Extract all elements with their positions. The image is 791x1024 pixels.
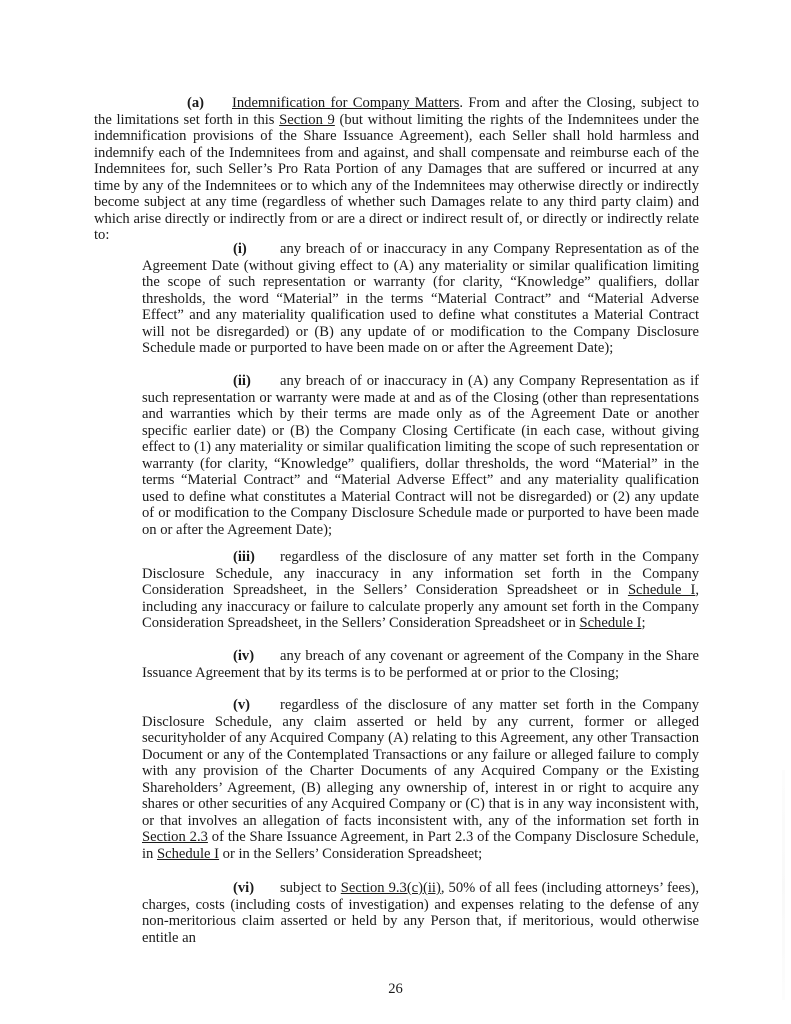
- paragraph-text: . From and after the Closing, subject to the limitations set forth in this: [94, 95, 699, 128]
- clause-label: (ii): [233, 373, 251, 389]
- page-number: 26: [388, 981, 403, 997]
- schedule-i-reference: Schedule I: [579, 615, 642, 632]
- clause-text: any breach of or inaccuracy in any Company Representation as of the Agreement Date (without giving effect to (A) any materiality or similar qualification limiting the scope of such representation or warranty (for clarity, “Knowledge” qualifiers, dollar thresholds, the word “Material” in the terms “Material Contract” and “Material Adverse Effect” and any materiality qualification used to define what constitutes a Material Contract will not be disregarded) or (B) any update of or modification to the Company Disclosure Schedule made or purported to have been made on or after the Agreement Date);: [142, 241, 699, 357]
- clause-text: any breach of any covenant or agreement of the Company in the Share Issuance Agreement that by its terms is to be performed at or prior to the Closing;: [142, 648, 699, 681]
- schedule-i-reference: Schedule I: [157, 845, 220, 862]
- clause-i: [142, 241, 699, 357]
- paragraph-text: (but without limiting the rights of the Indemnitees under the indemnification provisions of the Share Issuance Agreement), each Seller shall hold harmless and indemnify each of the Indemnitees from and against, and shall compensate and reimburse each of the Indemnitees for, such Seller’s Pro Rata Portion of any Damages that are suffered or incurred at any time by any of the Indemnitees or to which any of the Indemnitees may otherwise directly or indirectly become subject at any time (regardless of whether such Damages relate to any third party claim) and which arise directly or indirectly from or are a direct or indirect result of, or directly or indirectly relate to:: [94, 111, 699, 244]
- paragraph-label: (a): [187, 95, 205, 111]
- paragraph-heading: Indemnification for Company Matters: [232, 95, 460, 111]
- clause-v: [142, 697, 699, 862]
- section-2-3-reference: Section 2.3: [142, 829, 208, 846]
- clause-iii: [142, 549, 699, 632]
- clause-label: (iii): [233, 549, 255, 565]
- clause-text: any breach of or inaccuracy in (A) any Company Representation as if such representation or warranty were made at and as of the Closing (other than representations and warranties which by their terms are made only as of the Agreement Date or another specific earlier date) or (B) the Company Closing Certificate (in each case, without giving effect to (1) any materiality or similar qualification limiting the scope of such representation or warranty (for clarity, “Knowledge” qualifiers, dollar thresholds, the word “Material” in the terms “Material Contract” and “Material Adverse Effect” and any materiality qualification used to define what constitutes a Material Contract will not be disregarded) or (2) any update of or modification to the Company Disclosure Schedule made or purported to have been made on or after the Agreement Date);: [142, 373, 699, 538]
- clause-text: or in the Sellers’ Consideration Spreadsheet;: [219, 845, 483, 862]
- section-9-3-c-ii-reference: Section 9.3(c)(ii): [340, 880, 441, 896]
- clause-text: , including any inaccuracy or failure to calculate properly any amount set forth in the Company Consideration Spreadsheet, in the Sellers’ Consideration Spreadsheet or in: [142, 582, 699, 632]
- clause-text: ;: [641, 615, 646, 632]
- paragraph-a: [94, 95, 699, 244]
- clause-label: (vi): [233, 880, 255, 896]
- clause-text: of the Share Issuance Agreement, in Part 2.3 of the Company Disclosure Schedule, in: [142, 829, 699, 862]
- clause-text: , 50% of all fees (including attorneys’ fees), charges, costs (including costs of investigation) and expenses relating to the defense of any non-meritorious claim asserted or held by any Person that, if meritorious, would otherwise entitle an: [142, 880, 699, 946]
- schedule-i-reference: Schedule I: [627, 582, 696, 599]
- scan-artifact: [782, 770, 785, 1000]
- section-9-reference: Section 9: [279, 111, 335, 128]
- clause-label: (v): [233, 697, 251, 713]
- clause-text: regardless of the disclosure of any matter set forth in the Company Disclosure Schedule, any inaccuracy in any information set forth in the Company Consideration Spreadsheet, in the Sellers’ Consideration Spreadsheet or in: [142, 549, 699, 599]
- clause-ii: [142, 373, 699, 538]
- clause-iv: [142, 648, 699, 681]
- clause-vi: [142, 880, 699, 946]
- clause-label: (i): [233, 241, 247, 257]
- clause-label: (iv): [233, 648, 255, 664]
- clause-text: regardless of the disclosure of any matter set forth in the Company Disclosure Schedule, any claim asserted or held by any current, former or alleged securityholder of any Acquired Company (A) relating to this Agreement, any other Transaction Document or any of the Contemplated Transactions or any failure or alleged failure to comply with any provision of the Charter Documents of any Acquired Company or the Existing Shareholders’ Agreement, (B) alleging any ownership of, interest in or right to acquire any shares or other securities of any Acquired Company or (C) that is in any way inconsistent with, or that involves an allegation of facts inconsistent with, any of the information set forth in: [142, 697, 699, 829]
- clause-text: subject to: [280, 880, 341, 896]
